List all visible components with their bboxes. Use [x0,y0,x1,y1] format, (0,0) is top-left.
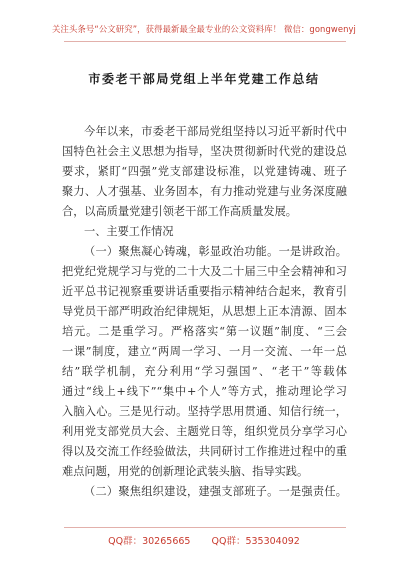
footer-contact [0,533,408,547]
document-title: 市委老干部局党组上半年党建工作总结 [88,72,320,86]
paragraph-line: （二）聚焦组织建设，建强支部班子。一是强责任。 [84,485,347,498]
paragraph-line: 今年以来，市委老干部局党组坚持以习近平新时代中 [84,125,347,138]
header-banner: 关注头条号“公文研究”，获得最新最全最专业的公文资料库！ 微信：gongwenyj [52,24,356,34]
section-heading: 一、主要工作情况 [84,225,174,238]
paragraph-line: 结”联学机制，充分利用“学习强国”、“老干”等载体 [62,365,347,378]
qq-group-2: QQ群：535304092 [211,536,300,547]
paragraph-line: 利用党支部党员大会、主题党日等，组织党员分享学习心 [62,425,347,438]
paragraph-line: 通过“线上+线下”“集中+个人”等方式，推动理论学习 [62,385,347,398]
paragraph-line: 一课”制度，建立“两周一学习、一月一交流、一年一总 [62,345,347,358]
paragraph-line: 近平总书记视察重要讲话重要指示精神结合起来，教育引 [62,285,347,298]
header-divider [64,41,346,42]
paragraph-line: 导党员干部严明政治纪律规矩，从思想上正本清源、固本 [62,305,347,318]
paragraph-line: 聚力、人才强基、业务固本，有力推动党建与业务深度融 [62,185,347,198]
paragraph-line: 国特色社会主义思想为指导，坚决贯彻新时代党的建设总 [62,145,347,158]
qq-group-1: QQ群：30265665 [108,536,191,547]
paragraph-line: 合，以高质量党建引领老干部工作高质量发展。 [62,205,297,218]
paragraph-line: 入脑入心。三是见行动。坚持学思用贯通、知信行统一， [62,405,347,418]
footer-divider [64,527,346,528]
paragraph-line: 要求，紧盯“四强”党支部建设标准，以党建铸魂、班子 [62,165,347,178]
paragraph-line: （一）聚焦凝心铸魂，彰显政治功能。一是讲政治。 [84,245,347,258]
paragraph-line: 把党纪党规学习与党的二十大及二十届三中全会精神和习 [62,265,347,278]
paragraph-line: 得以及交流工作经验做法，共同研讨工作推进过程中的重 [62,445,347,458]
paragraph-line: 培元。二是重学习。严格落实“第一议题”制度、“三会 [62,325,347,338]
document-body [62,122,347,502]
paragraph-line: 难点问题，用党的创新理论武装头脑、指导实践。 [62,465,309,478]
